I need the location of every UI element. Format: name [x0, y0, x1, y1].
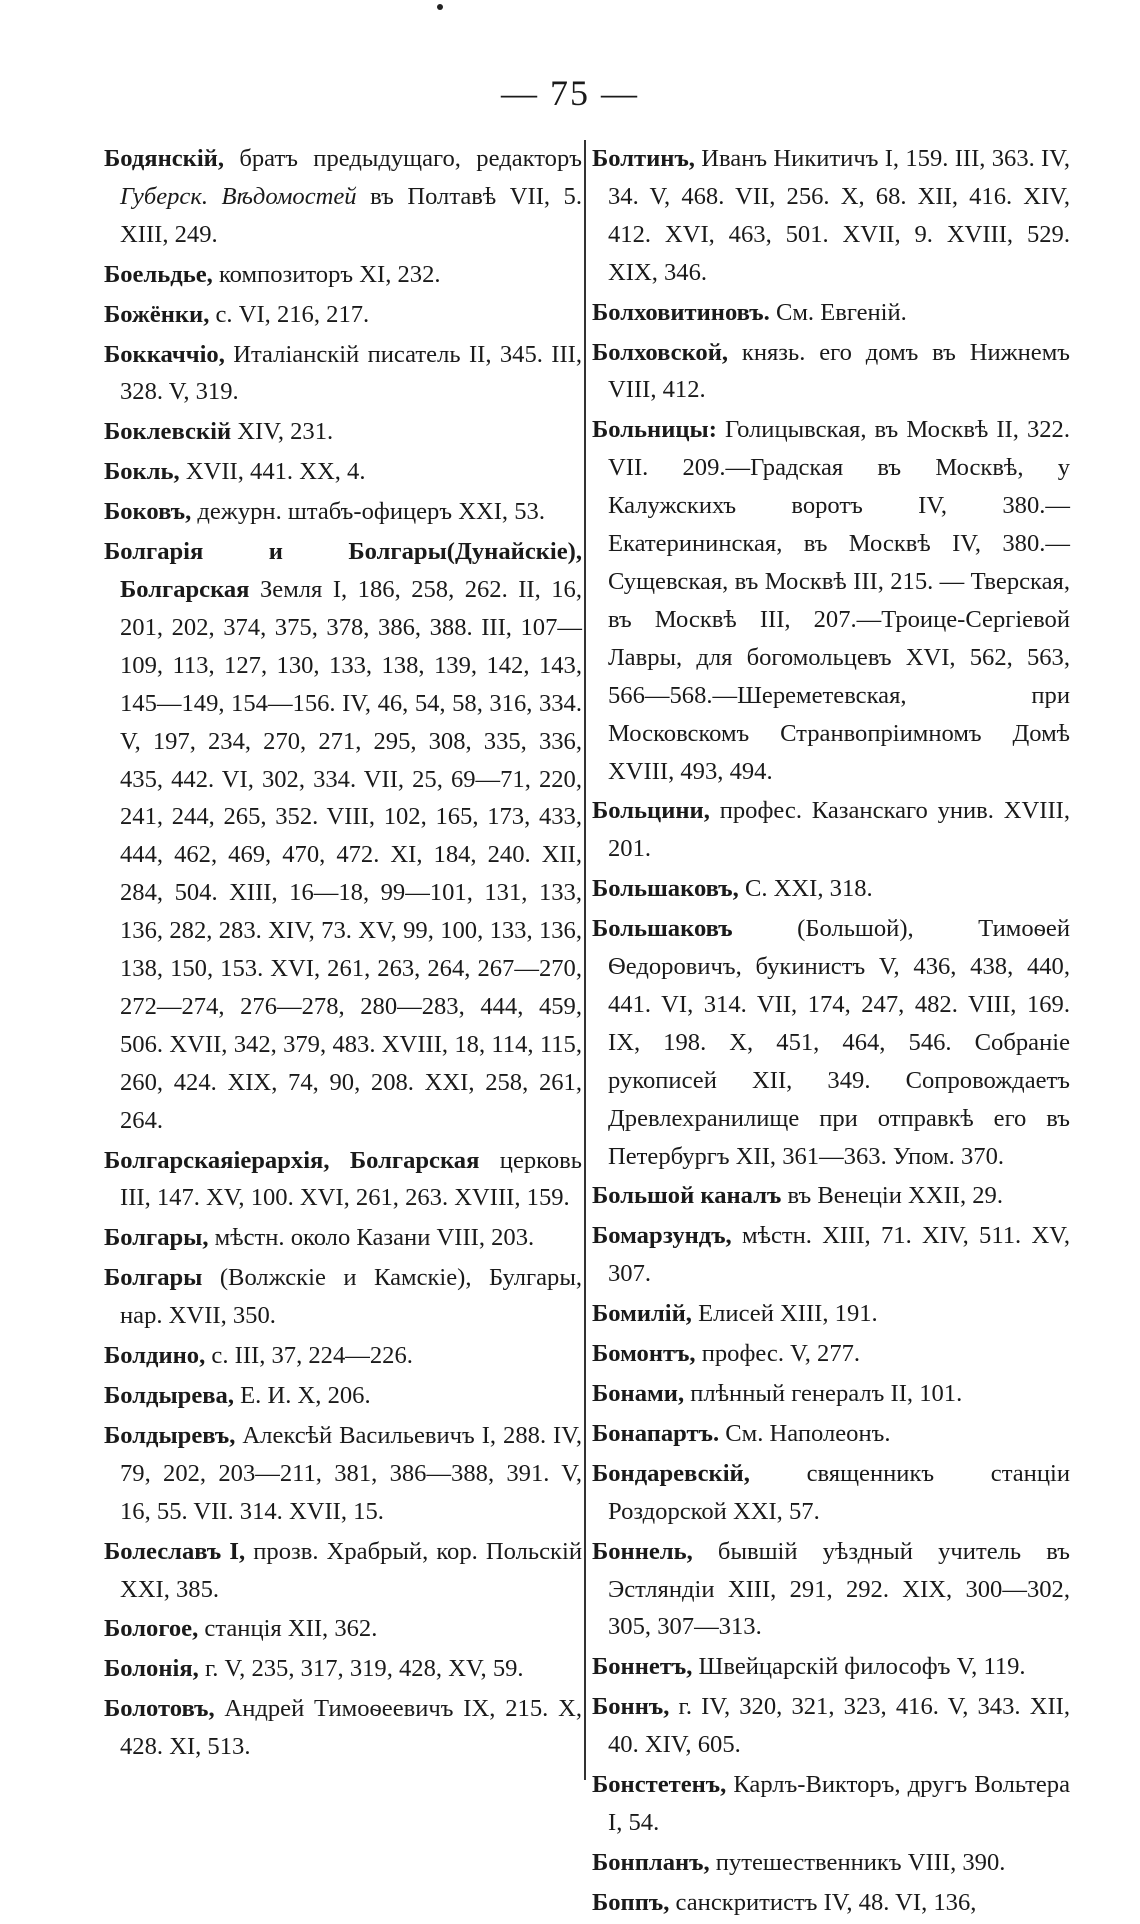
entry-text: г. V, 235, 317, 319, 428, XV, 59.: [198, 1655, 524, 1683]
entry-headword: Бондаревскій,: [592, 1459, 750, 1487]
entry-headword: Боккаччіо,: [104, 340, 225, 368]
entry-headword: Болтинъ,: [592, 145, 695, 172]
entry-text: въ Полтавѣ VII, 5. XIII, 249.: [120, 182, 582, 248]
index-entry: [104, 256, 582, 294]
entry-headword: Больцини,: [592, 797, 710, 825]
index-entry: [592, 294, 1070, 332]
index-entry: [592, 910, 1070, 1175]
entry-text: Карлъ-Викторъ, другъ Вольтера I, 54.: [608, 1771, 1070, 1836]
index-entry: [104, 1533, 582, 1609]
index-entry: [104, 533, 582, 1140]
entry-headword: Болдыревъ,: [104, 1421, 236, 1449]
entry-text: въ Венеціи XXII, 29.: [781, 1182, 1003, 1210]
entry-headword: Болгары,: [104, 1224, 209, 1252]
ink-speck: [437, 4, 443, 10]
entry-text: с. III, 37, 224—226.: [205, 1342, 413, 1370]
index-entry: [104, 1417, 582, 1531]
entry-headword: Большаковъ,: [592, 875, 739, 903]
entry-text: церковь III, 147. XV, 100. XVI, 261, 263. XVIII, 159.: [120, 1146, 582, 1212]
entry-headword: Болеславъ I,: [104, 1537, 246, 1565]
entry-headword: Боппъ,: [592, 1888, 670, 1916]
index-entry: [592, 1177, 1070, 1215]
entry-text: Алексѣй Васильевичъ I, 288. IV, 79, 202, 203—211, 381, 386—388, 391. V, 16, 55. VII. 314. XVII, 15.: [120, 1421, 582, 1525]
entry-text: С. XXI, 318.: [738, 875, 873, 903]
index-entry: [592, 140, 1070, 292]
entry-headword: Болдырева,: [104, 1382, 234, 1409]
index-entry: [592, 1415, 1070, 1453]
entry-text: прозв. Храбрый, кор. Польскій XXI, 385.: [120, 1537, 583, 1603]
entry-text: Е. И. X, 206.: [234, 1382, 371, 1409]
entry-text: плѣнный генералъ II, 101.: [684, 1380, 963, 1407]
entry-headword: Болгары: [104, 1264, 203, 1292]
entry-headword: Бонами,: [592, 1380, 685, 1407]
entry-headword: Боковъ,: [104, 498, 192, 526]
index-entry: [104, 493, 582, 531]
index-entry: [592, 411, 1070, 790]
entry-headword: Боннъ,: [592, 1693, 670, 1721]
entry-text: профес. Казанскаго унив. XVIII, 201.: [608, 797, 1070, 863]
column-divider: [584, 140, 586, 1780]
entry-text: профес. V, 277.: [695, 1340, 861, 1368]
index-entry: [104, 1650, 582, 1688]
index-entry: [104, 413, 582, 451]
entry-text: бывшій уѣздный учитель въ Эстляндіи XIII, 291, 292. XIX, 300—302, 305, 307—313.: [608, 1537, 1070, 1641]
entry-text: Земля I, 186, 258, 262. II, 16, 201, 202, 374, 375, 378, 386, 388. III, 107—109, 113, 127, 130, 133, 138, 139, 142, 143, 145—149, 154—156. IV, 46, 54, 58, 316, 334. V, 197, 234, 270, 271, 295, 308, 335, 336, 435, 442. VI, 302, 334. VII, 25, 69—71, 220, 241, 244, 265, 352. VIII, 102, 165, 173, 433, 444, 462, 469, 470, 472. XI, 184, 240. XII, 284, 504. XIII, 16—18, 99—101, 131, 133, 136, 282, 283. XIV, 73. XV, 99, 100, 133, 136, 138, 150, 153. XVI, 261, 263, 264, 267—270, 272—274, 276—278, 280—283, 444, 459, 506. XVII, 342, 379, 483. XVIII, 18, 114, 115, 260, 424. XIX, 74, 90, 208. XXI, 258, 261, 264.: [120, 575, 582, 1134]
entry-headword: Боннель,: [592, 1537, 693, 1565]
index-entry: [592, 1217, 1070, 1293]
entry-headword: Больницы:: [592, 416, 717, 444]
entry-headword: Боклевскій: [104, 418, 232, 446]
entry-text: князь. его домъ въ Нижнемъ VIII, 412.: [608, 338, 1070, 404]
index-entry: [104, 1219, 582, 1257]
index-entry: [592, 1375, 1070, 1413]
entry-headword: Бодянскій,: [104, 145, 225, 172]
page-number: — 75 —: [501, 73, 639, 113]
entry-headword: Болотовъ,: [104, 1695, 215, 1723]
index-entry: [104, 140, 582, 254]
entry-text: XVII, 441. XX, 4.: [179, 458, 366, 486]
entry-text: дежурн. штабъ-офицеръ XXI, 53.: [191, 498, 545, 526]
entry-text: Италіанскій писатель II, 345. III, 328. V, 319.: [120, 340, 582, 406]
entry-italic-text: Губерск. Вѣдомостей: [120, 182, 357, 210]
entry-headword: Божёнки,: [104, 300, 210, 328]
index-entry: [104, 1610, 582, 1648]
entry-text: (Волжскіе и Камскіе), Булгары, нар. XVII, 350.: [120, 1264, 582, 1330]
entry-headword: Болховской,: [592, 338, 729, 366]
index-entry: [104, 1377, 582, 1415]
entry-text: с. VI, 216, 217.: [209, 300, 370, 328]
entry-headword: Боельдье,: [104, 260, 213, 288]
index-entry: [104, 453, 582, 491]
entry-headword: Бонстетенъ,: [592, 1771, 727, 1799]
index-entry: [592, 1533, 1070, 1647]
index-entry: [592, 870, 1070, 908]
entry-headword: Бологое,: [104, 1615, 199, 1643]
entry-text: мѣстн. около Казани VIII, 203.: [208, 1224, 535, 1252]
entry-text: Елисей XIII, 191.: [691, 1300, 878, 1328]
index-entry: [104, 1337, 582, 1375]
entry-headword: Боннетъ,: [592, 1653, 693, 1681]
entry-text: композиторъ XI, 232.: [212, 260, 441, 288]
index-entry: [592, 1455, 1070, 1531]
index-entry: [592, 1688, 1070, 1764]
right-column: [592, 140, 1070, 1924]
entry-headword: Большаковъ: [592, 915, 733, 943]
index-entry: [592, 334, 1070, 410]
entry-headword: Бомарзундъ,: [592, 1222, 732, 1250]
entry-text: санскритистъ IV, 48. VI, 136,: [669, 1888, 977, 1916]
entry-headword: Бомилій,: [592, 1300, 692, 1328]
index-entry: [104, 336, 582, 412]
entry-text: Голицывская, въ Москвѣ II, 322. VII. 209.—Градская въ Москвѣ, у Калужскихъ воротъ IV, 380.—Екатерининская, въ Москвѣ IV, 380.—Сущевская, въ Москвѣ III, 215. — Тверская, въ Москвѣ III, 207.—Троице-Сергіевой Лавры, для богомольцевъ XVI, 562, 563, 566—568.—Шереметевская, при Московскомъ Странвопріимномъ Домѣ XVIII, 493, 494.: [608, 416, 1070, 785]
entry-text: Андрей Тимоѳеевичъ IX, 215. X, 428. XI, 513.: [120, 1695, 582, 1761]
index-entry: [104, 1690, 582, 1766]
index-entry: [592, 1295, 1070, 1333]
index-entry: [104, 296, 582, 334]
entry-headword: Болгарія и Болгары(Дунайскіе), Болгарская: [104, 538, 582, 603]
index-entry: [592, 792, 1070, 868]
entry-headword: Бокль,: [104, 458, 180, 486]
entry-headword: Бонапартъ.: [592, 1419, 720, 1447]
left-column: [104, 140, 582, 1768]
index-entry: [592, 1844, 1070, 1882]
entry-text: См. Наполеонъ.: [719, 1419, 891, 1447]
entry-headword: Болдино,: [104, 1342, 206, 1370]
index-entry: [592, 1766, 1070, 1842]
entry-headword: Большой каналъ: [592, 1182, 782, 1210]
index-entry: [592, 1884, 1070, 1922]
entry-text: Швейцарскій философъ V, 119.: [692, 1653, 1026, 1681]
entry-text: Иванъ Никитичъ I, 159. III, 363. IV, 34. V, 468. VII, 256. X, 68. XII, 416. XIV, 412. XVI, 463, 501. XVII, 9. XVIII, 529. XIX, 346.: [608, 145, 1070, 286]
entry-text: См. Евгеній.: [769, 298, 907, 326]
index-entry: [592, 1648, 1070, 1686]
index-entry: [104, 1259, 582, 1335]
entry-headword: Болонія,: [104, 1655, 199, 1683]
index-entry: [592, 1335, 1070, 1373]
entry-text: XIV, 231.: [231, 418, 334, 446]
entry-text: братъ предыдущаго, редакторъ: [224, 145, 582, 172]
entry-text: путешественникъ VIII, 390.: [709, 1848, 1006, 1876]
entry-headword: Болгарскаяіерархія, Болгарская: [104, 1146, 480, 1174]
entry-text: мѣстн. XIII, 71. XIV, 511. XV, 307.: [608, 1222, 1070, 1288]
entry-headword: Бонпланъ,: [592, 1848, 710, 1876]
entry-headword: Бомонтъ,: [592, 1340, 696, 1368]
entry-text: станція XII, 362.: [198, 1615, 378, 1643]
index-entry: [104, 1142, 582, 1218]
entry-text: священникъ станціи Роздорской XXI, 57.: [608, 1459, 1070, 1525]
entry-text: г. IV, 320, 321, 323, 416. V, 343. XII, 40. XIV, 605.: [608, 1693, 1070, 1759]
entry-text: (Большой), Тимоѳей Ѳедоровичъ, букинистъ V, 436, 438, 440, 441. VI, 314. VII, 174, 247, 482. VIII, 169. IX, 198. X, 451, 464, 546. Собраніе рукописей XII, 349. Сопровождаетъ Древлехранилище при отправкѣ его въ Петербургъ XII, 361—363. Упом. 370.: [608, 915, 1070, 1170]
entry-headword: Болховитиновъ.: [592, 298, 770, 326]
